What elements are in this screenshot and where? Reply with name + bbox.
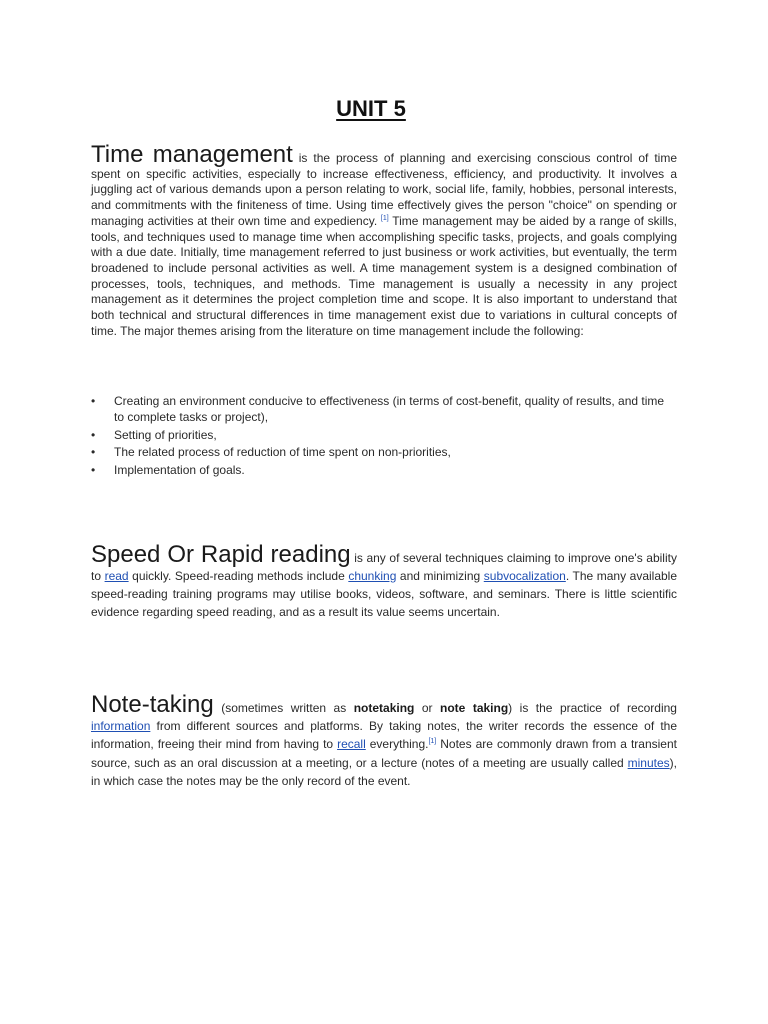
note-taking-paragraph: Note-taking (sometimes written as notetaking or note taking) is the practice of recording information from different sources and platforms. By taking notes, the writer records the essence of the information, freeing their mind from having to recall everything.[1] Notes are commonly drawn from a transient source, such as an oral discussion at a meeting, or a lecture (notes of a meeting are usually called minutes), in which case the notes may be the only record of the event. bbox=[91, 691, 677, 788]
note-taking-heading: Note-taking bbox=[91, 691, 214, 718]
note-taking-term: note taking bbox=[440, 701, 509, 715]
list-item: • Setting of priorities, bbox=[91, 427, 217, 442]
information-link[interactable]: information bbox=[91, 719, 151, 734]
recall-link[interactable]: recall bbox=[337, 737, 366, 752]
notetaking-term: notetaking bbox=[353, 701, 415, 715]
speed-reading-paragraph: Speed Or Rapid reading is any of several techniques claiming to improve one's ability to read quickly. Speed-reading methods include chunking and minimizing subvocalization. The many available speed-reading training programs may utilise books, videos, software, and seminars. There is little scientific evidence regarding speed reading, and as a result its value seems uncertain. bbox=[91, 541, 678, 619]
time-management-paragraph bbox=[91, 141, 677, 339]
citation-ref-2[interactable]: [1] bbox=[428, 738, 437, 746]
citation-ref-1[interactable]: [1] bbox=[380, 214, 389, 222]
time-management-text-2: Time management may be aided by a range of skills, tools, and techniques used to manage time when accomplishing specific tasks, projects, and goals complying with a due date. Initially, time management referred to just business or work activities, but eventually, the term broadened to include personal activities as well. A time management system is a designed combination of processes, tools, techniques, and methods. Time management is usually a necessity in any project management as it determines the project completion time and scope. It is also important to understand that both technical and structural differences in time management exist due to variations in cultural concepts of time. The major themes arising from the literature on time management include the following: bbox=[91, 213, 677, 338]
chunking-link[interactable]: chunking bbox=[348, 569, 397, 583]
minutes-link[interactable]: minutes bbox=[627, 755, 670, 770]
list-item: • Creating an environment conducive to effectiveness (in terms of cost-benefit, quality of results, and time to complete tasks or project), bbox=[91, 394, 665, 424]
unit-title: UNIT 5 bbox=[336, 96, 406, 121]
bullet-icon: • bbox=[91, 427, 96, 442]
bullet-icon: • bbox=[91, 462, 96, 477]
bullet-icon: • bbox=[91, 445, 96, 459]
time-management-heading: Time management bbox=[91, 141, 293, 168]
time-management-text-1: is the process of planning and exercising conscious control of time spent on specific activities, especially to increase effectiveness, efficiency, and productivity. It involves a juggling act of various demands upon a person relating to work, social life, family, hobbies, personal interests, and commitments with the finiteness of time. Using time effectively gives the person "choice" on spending or managing activities at their own time and expediency. bbox=[91, 151, 677, 228]
list-item: • The related process of reduction of time spent on non-priorities, bbox=[91, 445, 451, 459]
subvocalization-link[interactable]: subvocalization bbox=[483, 569, 566, 583]
speed-reading-heading: Speed Or Rapid reading bbox=[91, 541, 351, 568]
list-item: • Implementation of goals. bbox=[91, 462, 245, 477]
bullet-icon: • bbox=[91, 394, 96, 408]
time-management-themes-list bbox=[91, 393, 677, 479]
read-link[interactable]: read bbox=[104, 569, 129, 583]
